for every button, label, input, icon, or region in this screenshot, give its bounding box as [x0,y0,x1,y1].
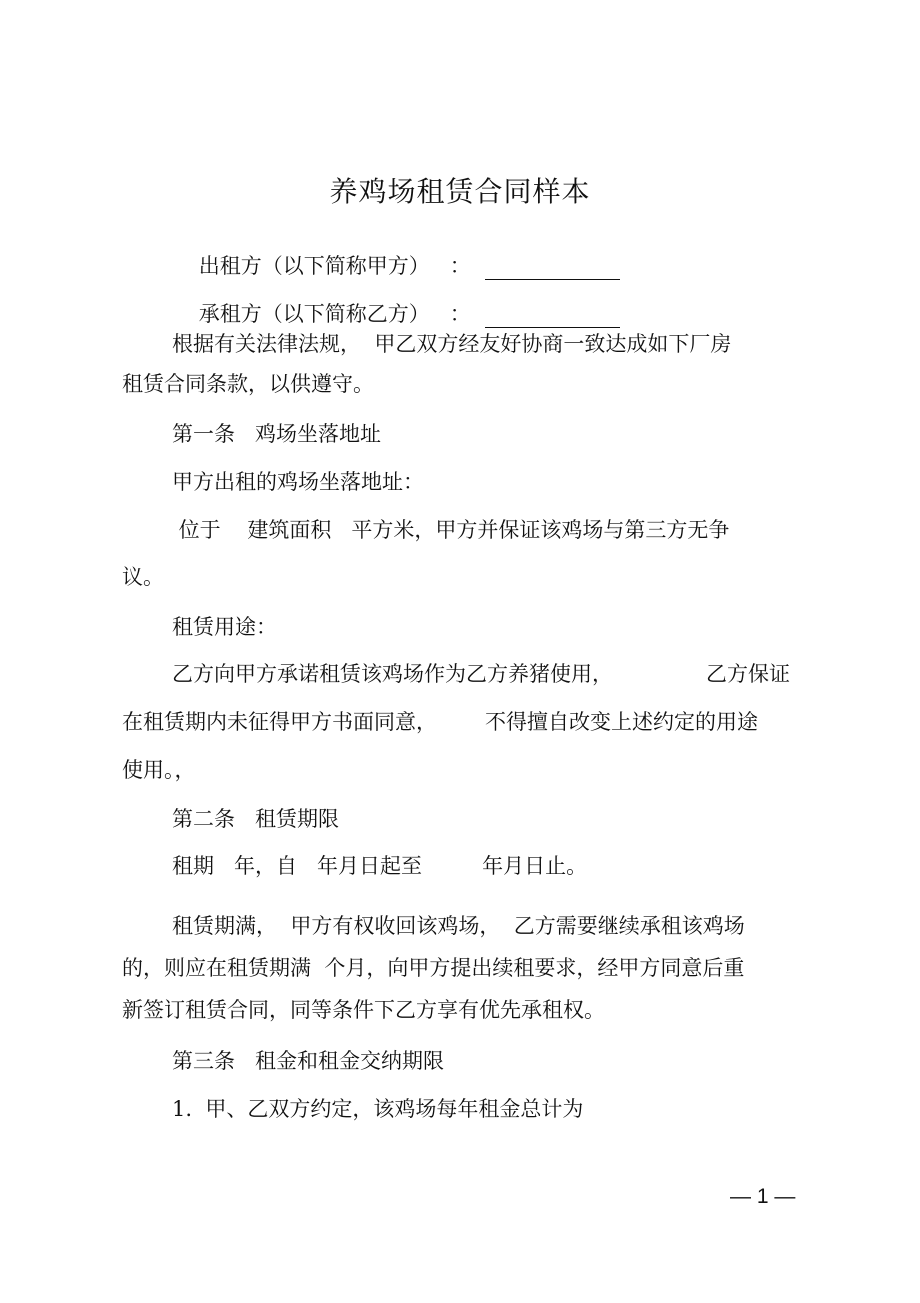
article-1-heading: 第一条 鸡场坐落地址 [172,422,382,446]
article-1-paragraph-1: 甲方出租的鸡场坐落地址： [172,470,424,494]
use-line-3: 使用。， [122,758,196,782]
intro-line-2: 租赁合同条款，以供遵守。 [122,372,374,396]
article-1-paragraph-2-line-1: 位于 建筑面积 平方米，甲方并保证该鸡场与第三方无争 [172,518,730,542]
article-2-paragraph-1: 租期 年，自 年月日起至 年月日止。 [172,854,588,878]
use-heading: 租赁用途： [172,615,277,639]
use-line-2a: 在租赁期内未征得甲方书面同意， [122,710,437,734]
article-3-paragraph-1: 1. 甲、乙双方约定，该鸡场每年租金总计为 [172,1097,584,1121]
party-b-blank [485,305,620,328]
article-3-heading: 第三条 租金和租金交纳期限 [172,1049,445,1073]
article-1-paragraph-2-line-2: 议。 [122,565,164,589]
party-a-label: 出租方（以下简称甲方） ： [198,254,471,278]
article-2-paragraph-2-line-1: 租赁期满， 甲方有权收回该鸡场， 乙方需要继续承租该鸡场 [172,914,745,938]
party-b-label: 承租方（以下简称乙方） ： [198,302,471,326]
article-2-paragraph-2-line-2: 的，则应在租赁期满 个月，向甲方提出续租要求，经甲方同意后重 [122,956,745,980]
use-line-1a: 乙方向甲方承诺租赁该鸡场作为乙方养猪使用， [172,662,613,686]
intro-line-1: 根据有关法律法规， 甲乙双方经友好协商一致达成如下厂房 [172,332,732,356]
article-2-heading: 第二条 租赁期限 [172,807,340,831]
use-line-1b: 乙方保证 [706,662,790,686]
page-number: — 1 — [730,1185,796,1208]
use-line-2b: 不得擅自改变上述约定的用途 [485,710,758,734]
article-2-paragraph-2-line-3: 新签订租赁合同，同等条件下乙方享有优先承租权。 [122,998,605,1022]
document-title: 养鸡场租赁合同样本 [329,175,591,208]
